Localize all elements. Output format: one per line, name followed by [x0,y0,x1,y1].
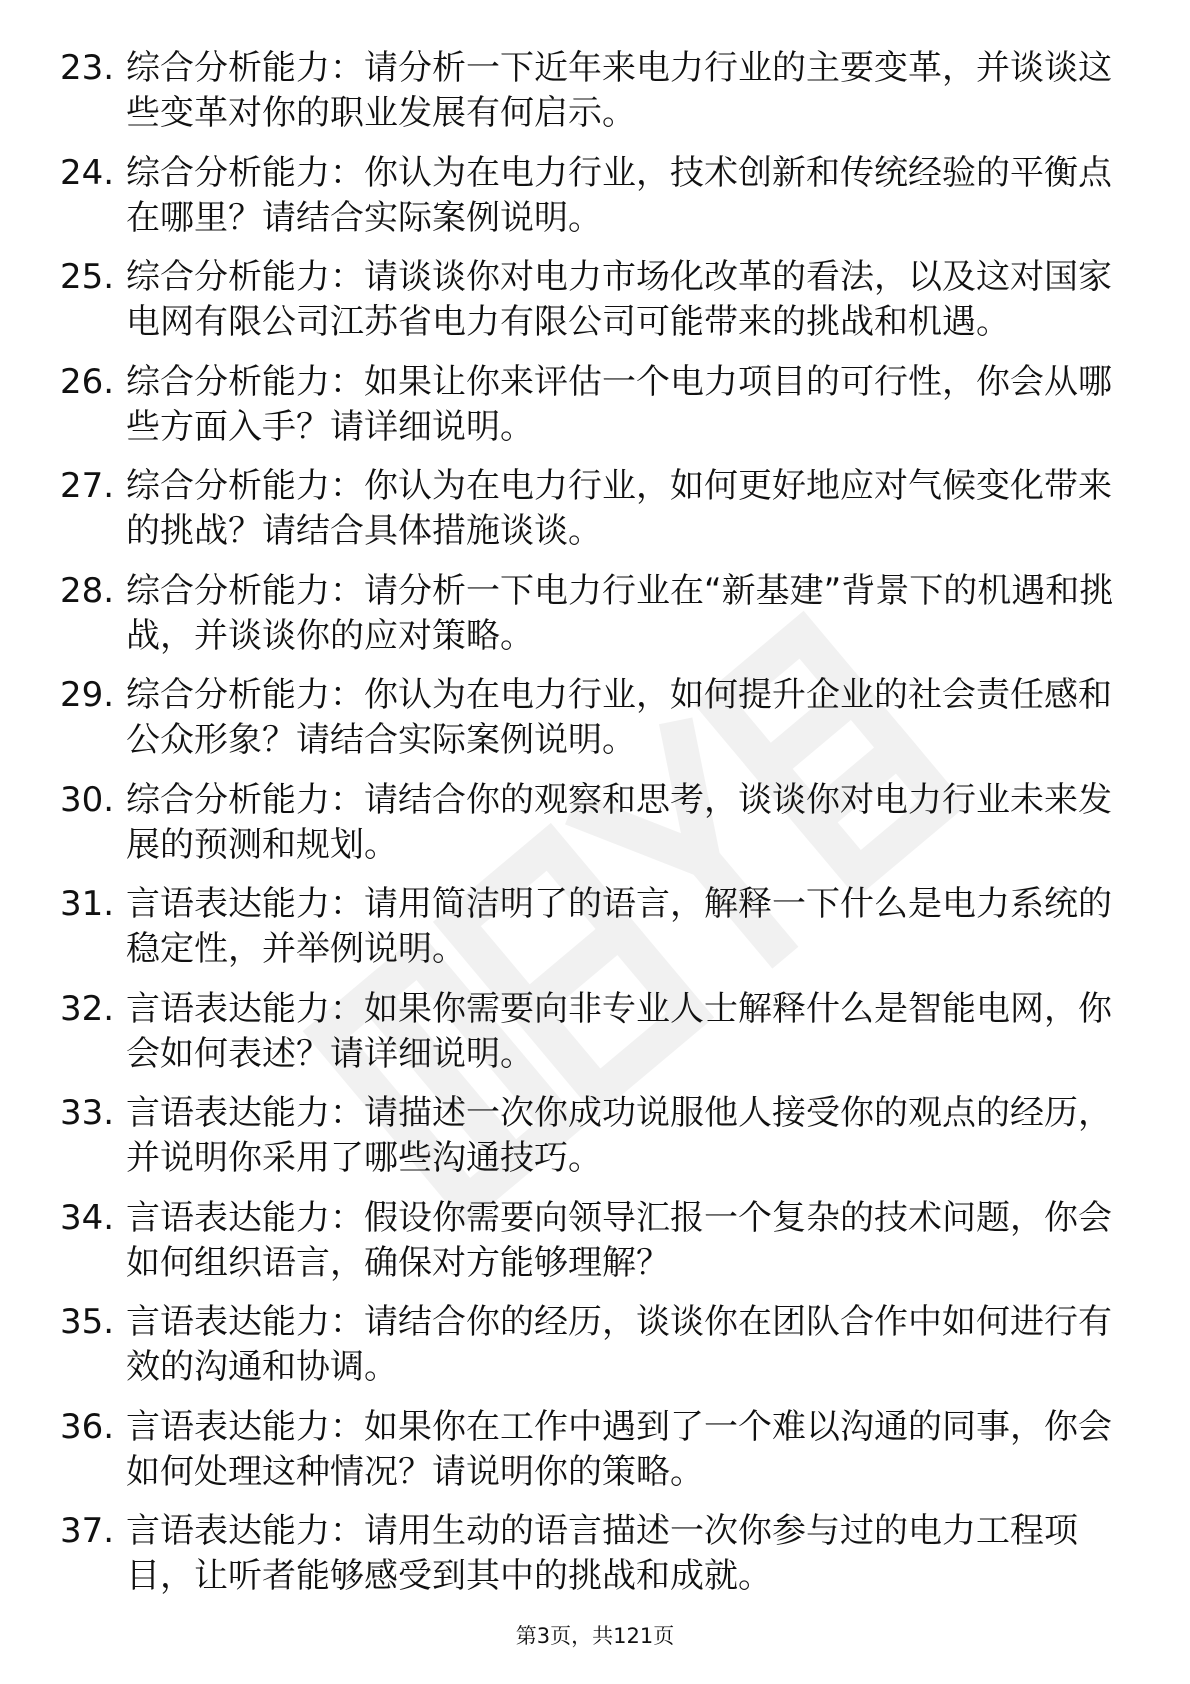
question-item [60,1196,1120,1286]
question-number: 30. [60,779,115,820]
question-text: 言语表达能力：请结合你的经历，谈谈你在团队合作中如何进行有效的沟通和协调。 [126,1302,1112,1387]
question-page [60,46,1120,1614]
question-number: 33. [60,1093,115,1133]
question-item [60,151,1120,241]
question-number: 32. [60,988,115,1029]
question-number: 24. [60,152,115,193]
question-text: 言语表达能力：如果你需要向非专业人士解释什么是智能电网，你会如何表述？请详细说明。 [126,988,1112,1074]
question-number: 31. [60,884,115,924]
question-item [60,360,1120,450]
page-number-label: 第3页，共121页 [515,1624,675,1648]
question-item [60,673,1120,763]
question-item [60,1405,1120,1495]
question-text: 综合分析能力：如果让你来评估一个电力项目的可行性，你会从哪些方面入手？请详细说明。 [126,361,1112,447]
question-item [60,464,1120,554]
question-number: 28. [60,570,115,611]
question-text: 综合分析能力：你认为在电力行业，技术创新和传统经验的平衡点在哪里？请结合实际案例说明。 [126,152,1112,238]
question-text: 言语表达能力：请描述一次你成功说服他人接受你的观点的经历，并说明你采用了哪些沟通技巧。 [126,1093,1112,1178]
question-number: 27. [60,466,115,506]
question-number: 29. [60,675,115,715]
question-text: 综合分析能力：你认为在电力行业，如何更好地应对气候变化带来的挑战？请结合具体措施谈谈。 [126,466,1112,551]
question-number: 35. [60,1302,115,1342]
question-text: 综合分析能力：请分析一下电力行业在“新基建”背景下的机遇和挑战，并谈谈你的应对策略。 [126,570,1114,656]
question-number: 25. [60,257,115,297]
question-text: 言语表达能力：请用简洁明了的语言，解释一下什么是电力系统的稳定性，并举例说明。 [126,884,1112,969]
question-text: 言语表达能力：如果你在工作中遇到了一个难以沟通的同事，你会如何处理这种情况？请说明你的策略。 [126,1406,1112,1492]
page-footer [0,1620,1190,1650]
question-number: 36. [60,1406,115,1447]
question-number: 26. [60,361,115,402]
question-item [60,569,1120,659]
question-item [60,46,1120,136]
question-item [60,1091,1120,1181]
question-text: 言语表达能力：请用生动的语言描述一次你参与过的电力工程项目，让听者能够感受到其中的挑战和成就。 [126,1511,1078,1596]
question-number: 23. [60,48,115,88]
question-text: 综合分析能力：请分析一下近年来电力行业的主要变革，并谈谈这些变革对你的职业发展有何启示。 [126,48,1112,133]
question-item [60,1509,1120,1599]
question-item [60,255,1120,345]
question-text: 综合分析能力：请结合你的观察和思考，谈谈你对电力行业未来发展的预测和规划。 [126,779,1112,865]
question-number: 34. [60,1197,115,1238]
question-text: 综合分析能力：你认为在电力行业，如何提升企业的社会责任感和公众形象？请结合实际案例说明。 [126,675,1112,760]
question-item [60,1300,1120,1390]
question-item [60,882,1120,972]
question-list [60,46,1120,1599]
question-text: 言语表达能力：假设你需要向领导汇报一个复杂的技术问题，你会如何组织语言，确保对方能够理解？ [126,1197,1112,1283]
question-item [60,987,1120,1077]
question-item [60,778,1120,868]
question-text: 综合分析能力：请谈谈你对电力市场化改革的看法，以及这对国家电网有限公司江苏省电力有限公司可能带来的挑战和机遇。 [126,257,1112,342]
question-number: 37. [60,1511,115,1551]
